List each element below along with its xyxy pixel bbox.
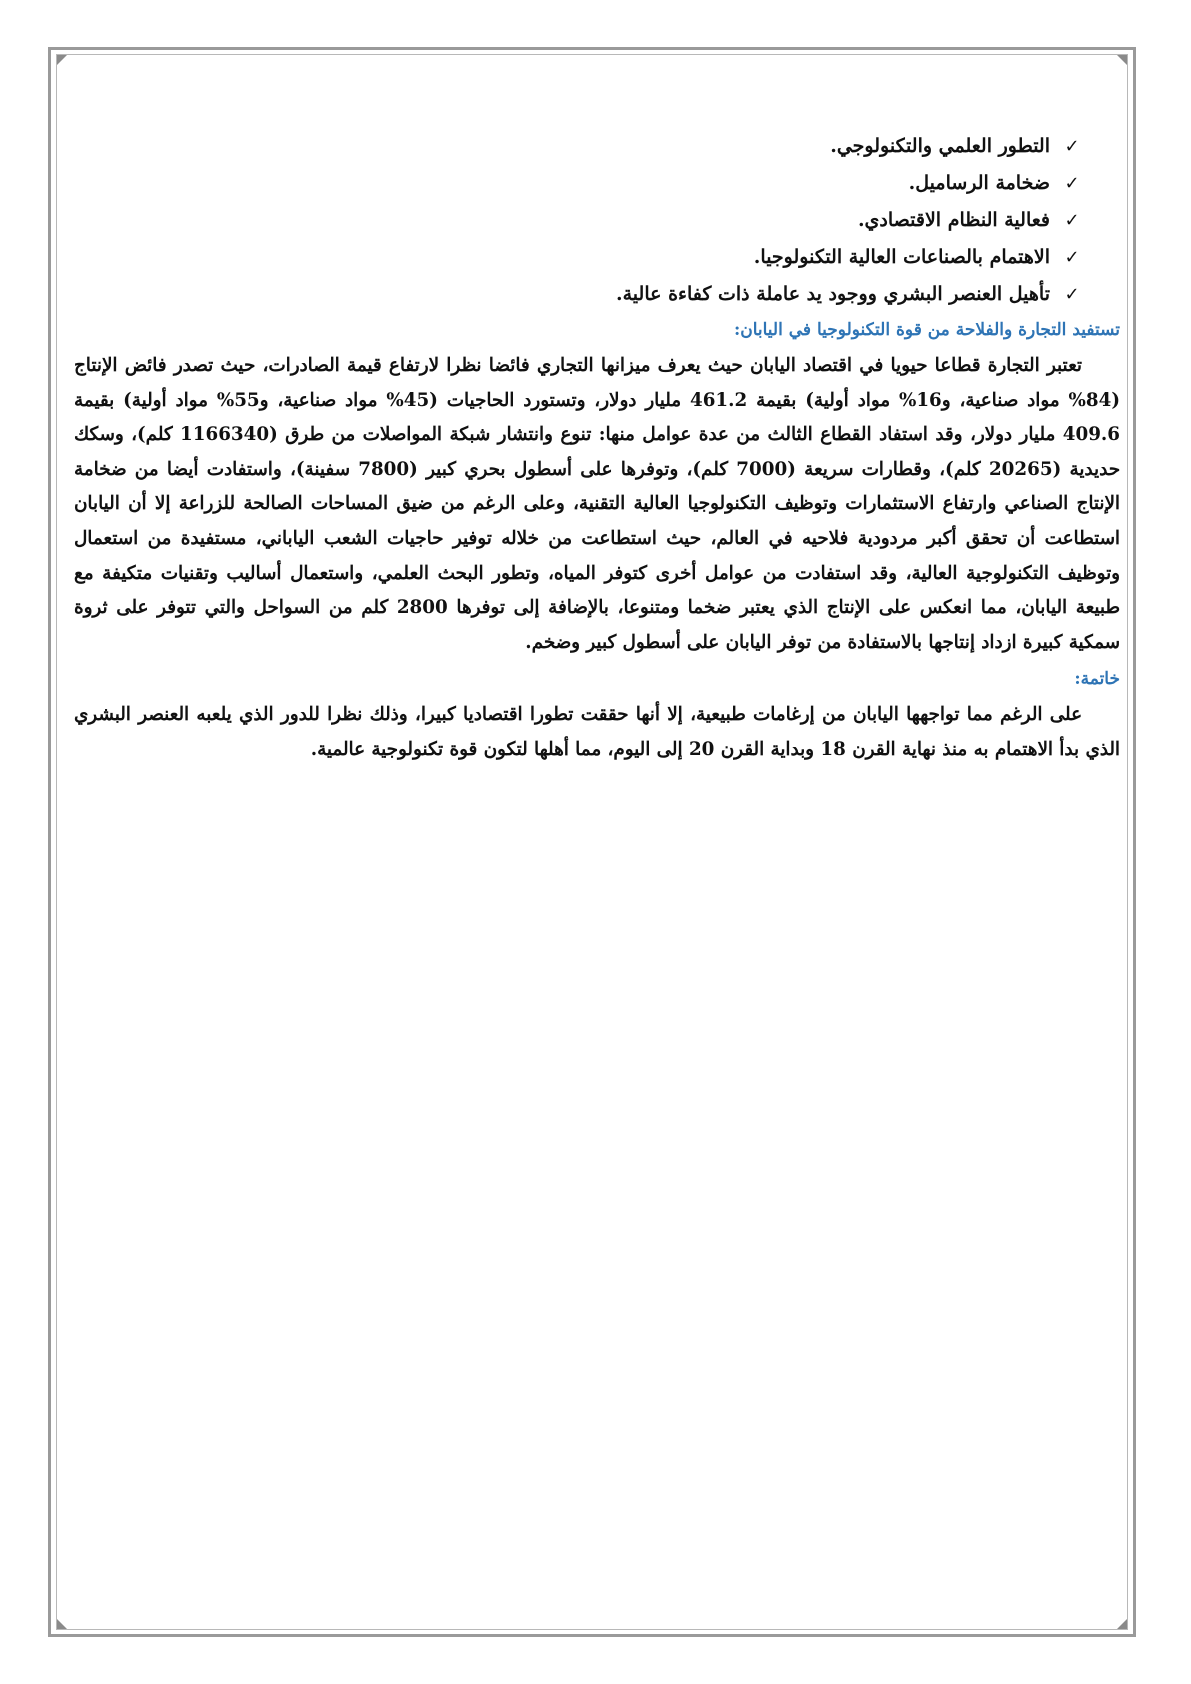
checkmark-icon: ✓ — [1064, 247, 1080, 268]
list-item — [74, 128, 1082, 165]
checkmark-icon: ✓ — [1064, 136, 1080, 157]
checkmark-icon: ✓ — [1064, 284, 1080, 305]
section-paragraph: تعتبر التجارة قطاعا حيويا في اقتصاد اليابان حيث يعرف ميزانها التجاري فائضا نظرا لارتفاع قيمة الصادرات، حيث تصدر فائض الإنتاج (84% مواد صناعية، و16% مواد أولية) بقيمة 461.2 مليار دولار، وتستورد الحاجيات (45% مواد صناعية، و55% مواد أولية) بقيمة 409.6 مليار دولار، وقد استفاد القطاع الثالث من عدة عوامل منها: تنوع وانتشار شبكة المواصلات من طرق (1166340 كلم)، وسكك حديدية (20265 كلم)، وقطارات سريعة (7000 كلم)، وتوفرها على أسطول بحري كبير (7800 سفينة)، واستفادت أيضا من ضخامة الإنتاج الصناعي وارتفاع الاستثمارات وتوظيف التكنولوجيا العالية التقنية، وعلى الرغم من ضيق المساحات الصالحة للزراعة إلا أن اليابان استطاعت أن تحقق أكبر مردودية فلاحيه في العالم، حيث استطاعت من خلاله توفير حاجيات الشعب الياباني، مستفيدة من استعمال وتوظيف التكنولوجية العالية، وقد استفادت من عوامل أخرى كتوفر المياه، وتطور البحث العلمي، واستعمال أساليب وتقنيات متكيفة مع طبيعة اليابان، مما انعكس على الإنتاج الذي يعتبر ضخما ومتنوعا، بالإضافة إلى توفرها 2800 كلم من السواحل والتي تتوفر على ثروة سمكية كبيرة ازداد إنتاجها بالاستفادة من توفر اليابان على أسطول كبير وضخم. — [74, 355, 1120, 653]
border-corner-ornament — [57, 1619, 67, 1629]
border-corner-ornament — [57, 55, 67, 65]
list-item — [74, 165, 1082, 202]
factors-list — [74, 128, 1120, 313]
list-item-text: فعالية النظام الاقتصادي. — [857, 209, 1050, 231]
section-heading: تستفيد التجارة والفلاحة من قوة التكنولوجيا في اليابان: — [733, 320, 1120, 340]
border-corner-ornament — [1117, 1619, 1127, 1629]
list-item — [74, 239, 1082, 276]
list-item-text: التطور العلمي والتكنولوجي. — [830, 135, 1050, 157]
conclusion-heading: خاتمة: — [1074, 669, 1120, 690]
list-item — [74, 202, 1082, 239]
list-item-text: ضخامة الرساميل. — [908, 172, 1050, 194]
list-item — [74, 276, 1082, 313]
conclusion-paragraph: على الرغم مما تواجهها اليابان من إرغامات طبيعية، إلا أنها حققت تطورا اقتصاديا كبيرا، وذلك نظرا للدور الذي يلعبه العنصر البشري الذي بدأ الاهتمام به منذ نهاية القرن 18 وبداية القرن 20 إلى اليوم، مما أهلها لتكون قوة تكنولوجية عالمية. — [74, 704, 1120, 760]
checkmark-icon: ✓ — [1064, 173, 1080, 194]
list-item-text: الاهتمام بالصناعات العالية التكنولوجيا. — [753, 246, 1050, 268]
checkmark-icon: ✓ — [1064, 210, 1080, 231]
document-body — [74, 128, 1120, 768]
border-corner-ornament — [1117, 55, 1127, 65]
list-item-text: تأهيل العنصر البشري ووجود يد عاملة ذات كفاءة عالية. — [616, 283, 1050, 305]
